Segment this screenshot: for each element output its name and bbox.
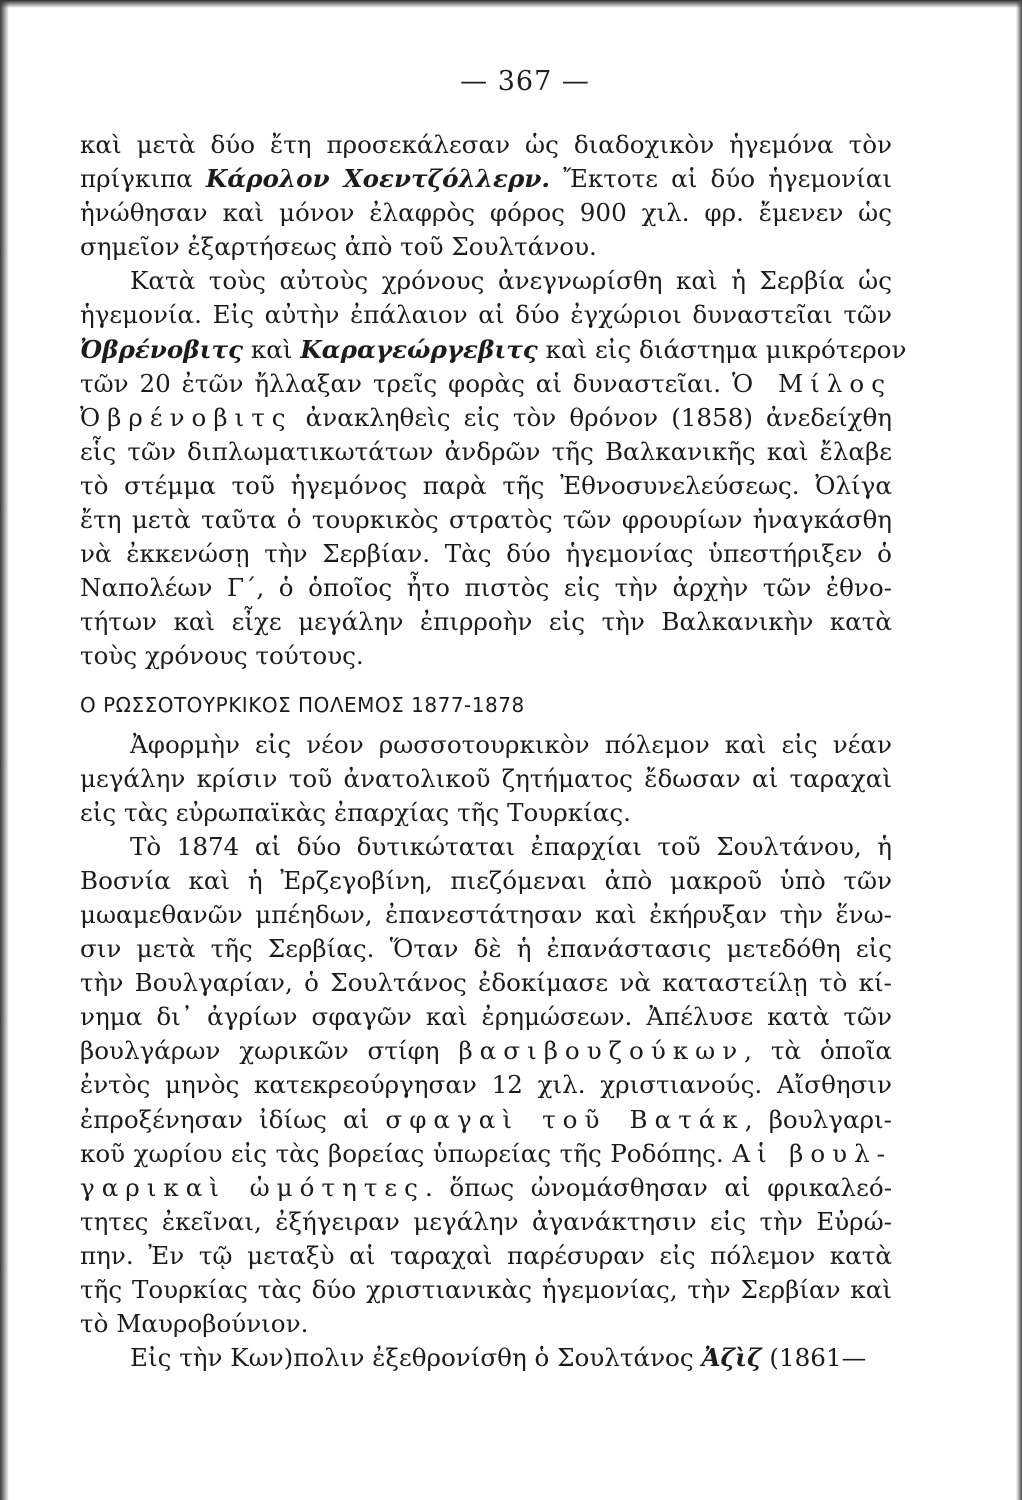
emphasized-name: Καραγεώργεβιτς (300, 334, 538, 364)
text-line: ἡνώθησαν καὶ μόνον ἐλαφρὸς φόρος 900 χιλ. φρ. ἔμενεν ὡς (80, 198, 892, 228)
text-line (80, 1137, 892, 1171)
spaced-text: βασιβουζούκων (458, 1036, 745, 1066)
text-line (80, 1034, 892, 1068)
text-line: τὸ Μαυροβούνιον. (80, 1309, 309, 1339)
text-run: ἐπροξένησαν ἰδίως αἱ (80, 1104, 386, 1134)
spaced-text: Ὁ Μίλος (731, 368, 892, 398)
spaced-text: Αἱ βουλ- (732, 1138, 892, 1168)
text-line: τητες ἐκεῖναι, ἐξήγειραν μεγάλην ἀγανάκτησιν εἰς τὴν Εὐρώ- (80, 1206, 892, 1236)
text-line: καὶ μετὰ δύο ἔτη προσεκάλεσαν ὡς διαδοχικὸν ἡγεμόνα τὸν (80, 130, 892, 159)
text-line: μεγάλην κρίσιν τοῦ ἀνατολικοῦ ζητήματος ἔδωσαν αἱ ταραχαὶ (80, 763, 892, 793)
text-run: πρίγκιπα (80, 164, 206, 194)
spaced-text: γαρικαὶ ὠμότητες (80, 1172, 425, 1202)
text-run: κοῦ χωρίου εἰς τὰς βορείας ὑπωρείας τῆς Ροδόπης. (80, 1138, 733, 1168)
text-line: Βοσνία καὶ ἡ Ἐρζεγοβίνη, πιεζόμεναι ἀπὸ μακροῦ ὑπὸ τῶν (80, 865, 892, 895)
text-line: ἐντὸς μηνὸς κατεκρεούργησαν 12 χιλ. χριστιανούς. Αἴσθησιν (80, 1070, 892, 1100)
text-line: Κατὰ τοὺς αὐτοὺς χρόνους ἀνεγνωρίσθη καὶ ἡ Σερβία ὡς (130, 266, 892, 296)
text-line: σημεῖον ἐξαρτήσεως ἀπὸ τοῦ Σουλτάνου. (80, 232, 597, 262)
text-line: πην. Ἐν τῷ μεταξὺ αἱ ταραχαὶ παρέσυραν εἰς πόλεμον κατὰ (80, 1240, 892, 1270)
scan-edge-right (1016, 0, 1022, 1500)
text-line (80, 162, 892, 196)
text-line (80, 367, 892, 401)
text-run: Εἰς τὴν Κων)πολιν ἐξεθρονίσθη ὁ Σουλτάνος (130, 1343, 702, 1373)
text-line: τήτων καὶ εἶχε μεγάλην ἐπιρροὴν εἰς τὴν Βαλκανικὴν κατὰ (80, 607, 892, 637)
text-run: (1861— (761, 1343, 867, 1373)
paragraph (80, 830, 892, 1341)
text-line: Ἀφορμὴν εἰς νέον ρωσσοτουρκικὸν πόλεμον καὶ εἰς νέαν (130, 729, 892, 759)
text-line: τοὺς χρόνους τούτους. (80, 641, 364, 671)
text-run: τῶν 20 ἐτῶν ἤλλαξαν τρεῖς φορὰς αἱ δυναστεῖαι. (80, 368, 732, 398)
text-line: μωαμεθανῶν μπέηδων, ἐπανεστάτησαν καὶ ἐκήρυξαν τὴν ἕνω- (80, 899, 892, 929)
text-line: εἷς τῶν διπλωματικωτάτων ἀνδρῶν τῆς Βαλκανικῆς καὶ ἔλαβε (80, 436, 892, 466)
text-line: Ναπολέων Γ΄, ὁ ὁποῖος ἦτο πιστὸς εἰς τὴν ἀρχὴν τῶν ἐθνο- (80, 573, 892, 603)
text-line: νημα δι᾽ ἀγρίων σφαγῶν καὶ ἐρημώσεων. Ἀπέλυσε κατὰ τῶν (80, 1002, 892, 1032)
scan-edge-top (0, 0, 1022, 8)
emphasized-name: Ἀζὶζ (701, 1343, 762, 1373)
text-line: τὸ στέμμα τοῦ ἡγεμόνος παρὰ τῆς Ἐθνοσυνελεύσεως. Ὀλίγα (80, 470, 892, 500)
text-line: εἰς τὰς εὐρωπαϊκὰς ἐπαρχίας τῆς Τουρκίας. (80, 797, 631, 827)
scan-edge-left (0, 0, 9, 1500)
text-run: , τὰ ὁποῖα (744, 1036, 893, 1066)
text-run: . ὅπως ὠνομάσθησαν αἱ φρικαλεό- (424, 1172, 893, 1202)
paragraph (80, 728, 892, 830)
text-line (80, 333, 907, 367)
text-run: Ἔκτοτε αἱ δύο ἡγεμονίαι (549, 164, 893, 194)
emphasized-name: Κάρολον Χοεντζόλλερν. (205, 164, 550, 194)
text-line (80, 1341, 892, 1375)
paragraph (80, 264, 907, 673)
text-run: βουλγάρων χωρικῶν στίφη (80, 1036, 459, 1066)
text-line: νὰ ἐκκενώσῃ τὴν Σερβίαν. Τὰς δύο ἡγεμονίας ὑπεστήριξεν ὁ (80, 539, 892, 569)
text-line: ἡγεμονία. Εἰς αὐτὴν ἐπάλαιον αἱ δύο ἐγχώριοι δυναστεῖαι τῶν (80, 300, 892, 330)
paragraph (80, 1341, 892, 1375)
text-line: σιν μετὰ τῆς Σερβίας. Ὅταν δὲ ἡ ἐπανάστασις μετεδόθη εἰς (80, 934, 892, 964)
section-heading: Ο ΡΩΣΣΟΤΟΥΡΚΙΚΟΣ ΠΟΛΕΜΟΣ 1877-1878 (80, 692, 525, 717)
text-run: καὶ (243, 334, 301, 364)
text-line (80, 1103, 892, 1137)
spaced-text: σφαγαὶ τοῦ Βατάκ (385, 1104, 745, 1134)
page-number: — 367 — (460, 66, 590, 97)
text-run: καὶ εἰς διάστημα μικρότερον (537, 334, 907, 364)
text-line (80, 1171, 892, 1205)
text-line: ἔτη μετὰ ταῦτα ὁ τουρκικὸς στρατὸς τῶν φρουρίων ἠναγκάσθη (80, 505, 892, 535)
body-text (80, 128, 907, 1375)
text-line: τῆς Τουρκίας τὰς δύο χριστιανικὰς ἡγεμονίας, τὴν Σερβίαν καὶ (80, 1275, 892, 1304)
text-run: ἀνακληθεὶς εἰς τὸν θρόνον (1858) ἀνεδείχθη (292, 402, 892, 432)
spaced-text: Ὀβρένοβιτς (80, 402, 293, 432)
emphasized-name: Ὀβρένοβιτς (80, 334, 244, 364)
paragraph (80, 128, 892, 264)
text-line: τὴν Βουλγαρίαν, ὁ Σουλτάνος ἐδοκίμασε νὰ καταστείλῃ τὸ κί- (80, 968, 892, 998)
text-run: , βουλγαρι- (744, 1104, 892, 1134)
text-line (80, 401, 892, 435)
text-line: Τὸ 1874 αἱ δύο δυτικώταται ἐπαρχίαι τοῦ Σουλτάνου, ἡ (130, 831, 892, 861)
